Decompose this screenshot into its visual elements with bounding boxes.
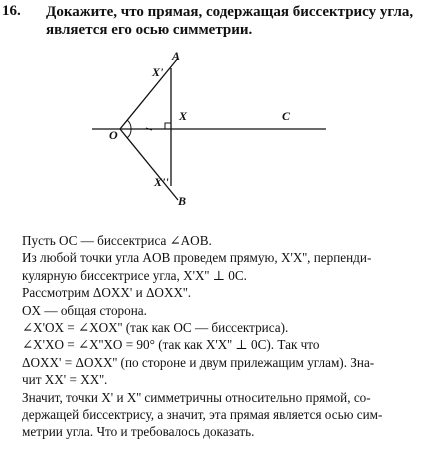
proof-line: чит XX' = XX''. bbox=[22, 372, 108, 388]
proof-line: ∠X'XO = ∠X''XO = 90° (так как X'X'' ⊥ 0C). Так что bbox=[22, 337, 320, 353]
proof-line: кулярную биссектрисе угла, X'X'' ⊥ 0C. bbox=[22, 267, 247, 283]
proof-line: ΔOXX' = ΔOXX'' (по стороне и двум прилежащим углам). Зна- bbox=[22, 354, 375, 370]
geometry-figure bbox=[80, 40, 340, 220]
label-a: A bbox=[172, 49, 181, 63]
proof-line: Из любой точки угла AOB проведем прямую, X'X'', перпенди- bbox=[22, 250, 372, 266]
angle-arc-upper bbox=[127, 120, 131, 129]
right-angle-mark bbox=[165, 123, 171, 129]
proof-line: Значит, точки X' и X'' симметричны относительно прямой, со- bbox=[22, 389, 371, 405]
ray-ob bbox=[120, 129, 178, 200]
proof-line: Рассмотрим ΔOXX' и ΔOXX''. bbox=[22, 285, 192, 301]
label-x: X bbox=[179, 109, 188, 123]
label-o: O bbox=[109, 128, 118, 142]
problem-number: 16. bbox=[2, 3, 21, 19]
angle-arc-lower bbox=[127, 129, 131, 138]
problem-statement: Докажите, что прямая, содержащая биссектрису угла, является его осью симметрии. bbox=[46, 4, 414, 38]
label-c: C bbox=[282, 109, 291, 123]
label-x1: X' bbox=[152, 65, 164, 79]
proof-line: OX — общая сторона. bbox=[22, 302, 147, 318]
ray-oa bbox=[120, 58, 178, 129]
proof-line: метрии угла. Что и требовалось доказать. bbox=[22, 424, 255, 440]
proof-line: Пусть OC — биссектриса ∠AOB. bbox=[22, 233, 212, 248]
proof-line: держащей биссектрису, а значит, эта прямая является осью сим- bbox=[22, 407, 383, 423]
angle-bisector-diagram bbox=[80, 40, 340, 220]
label-b: B bbox=[178, 194, 187, 208]
proof-line: ∠X'OX = ∠XOX'' (так как OC — биссектриса). bbox=[22, 320, 289, 336]
label-x2: X'' bbox=[154, 175, 169, 189]
proof-text bbox=[22, 232, 438, 441]
